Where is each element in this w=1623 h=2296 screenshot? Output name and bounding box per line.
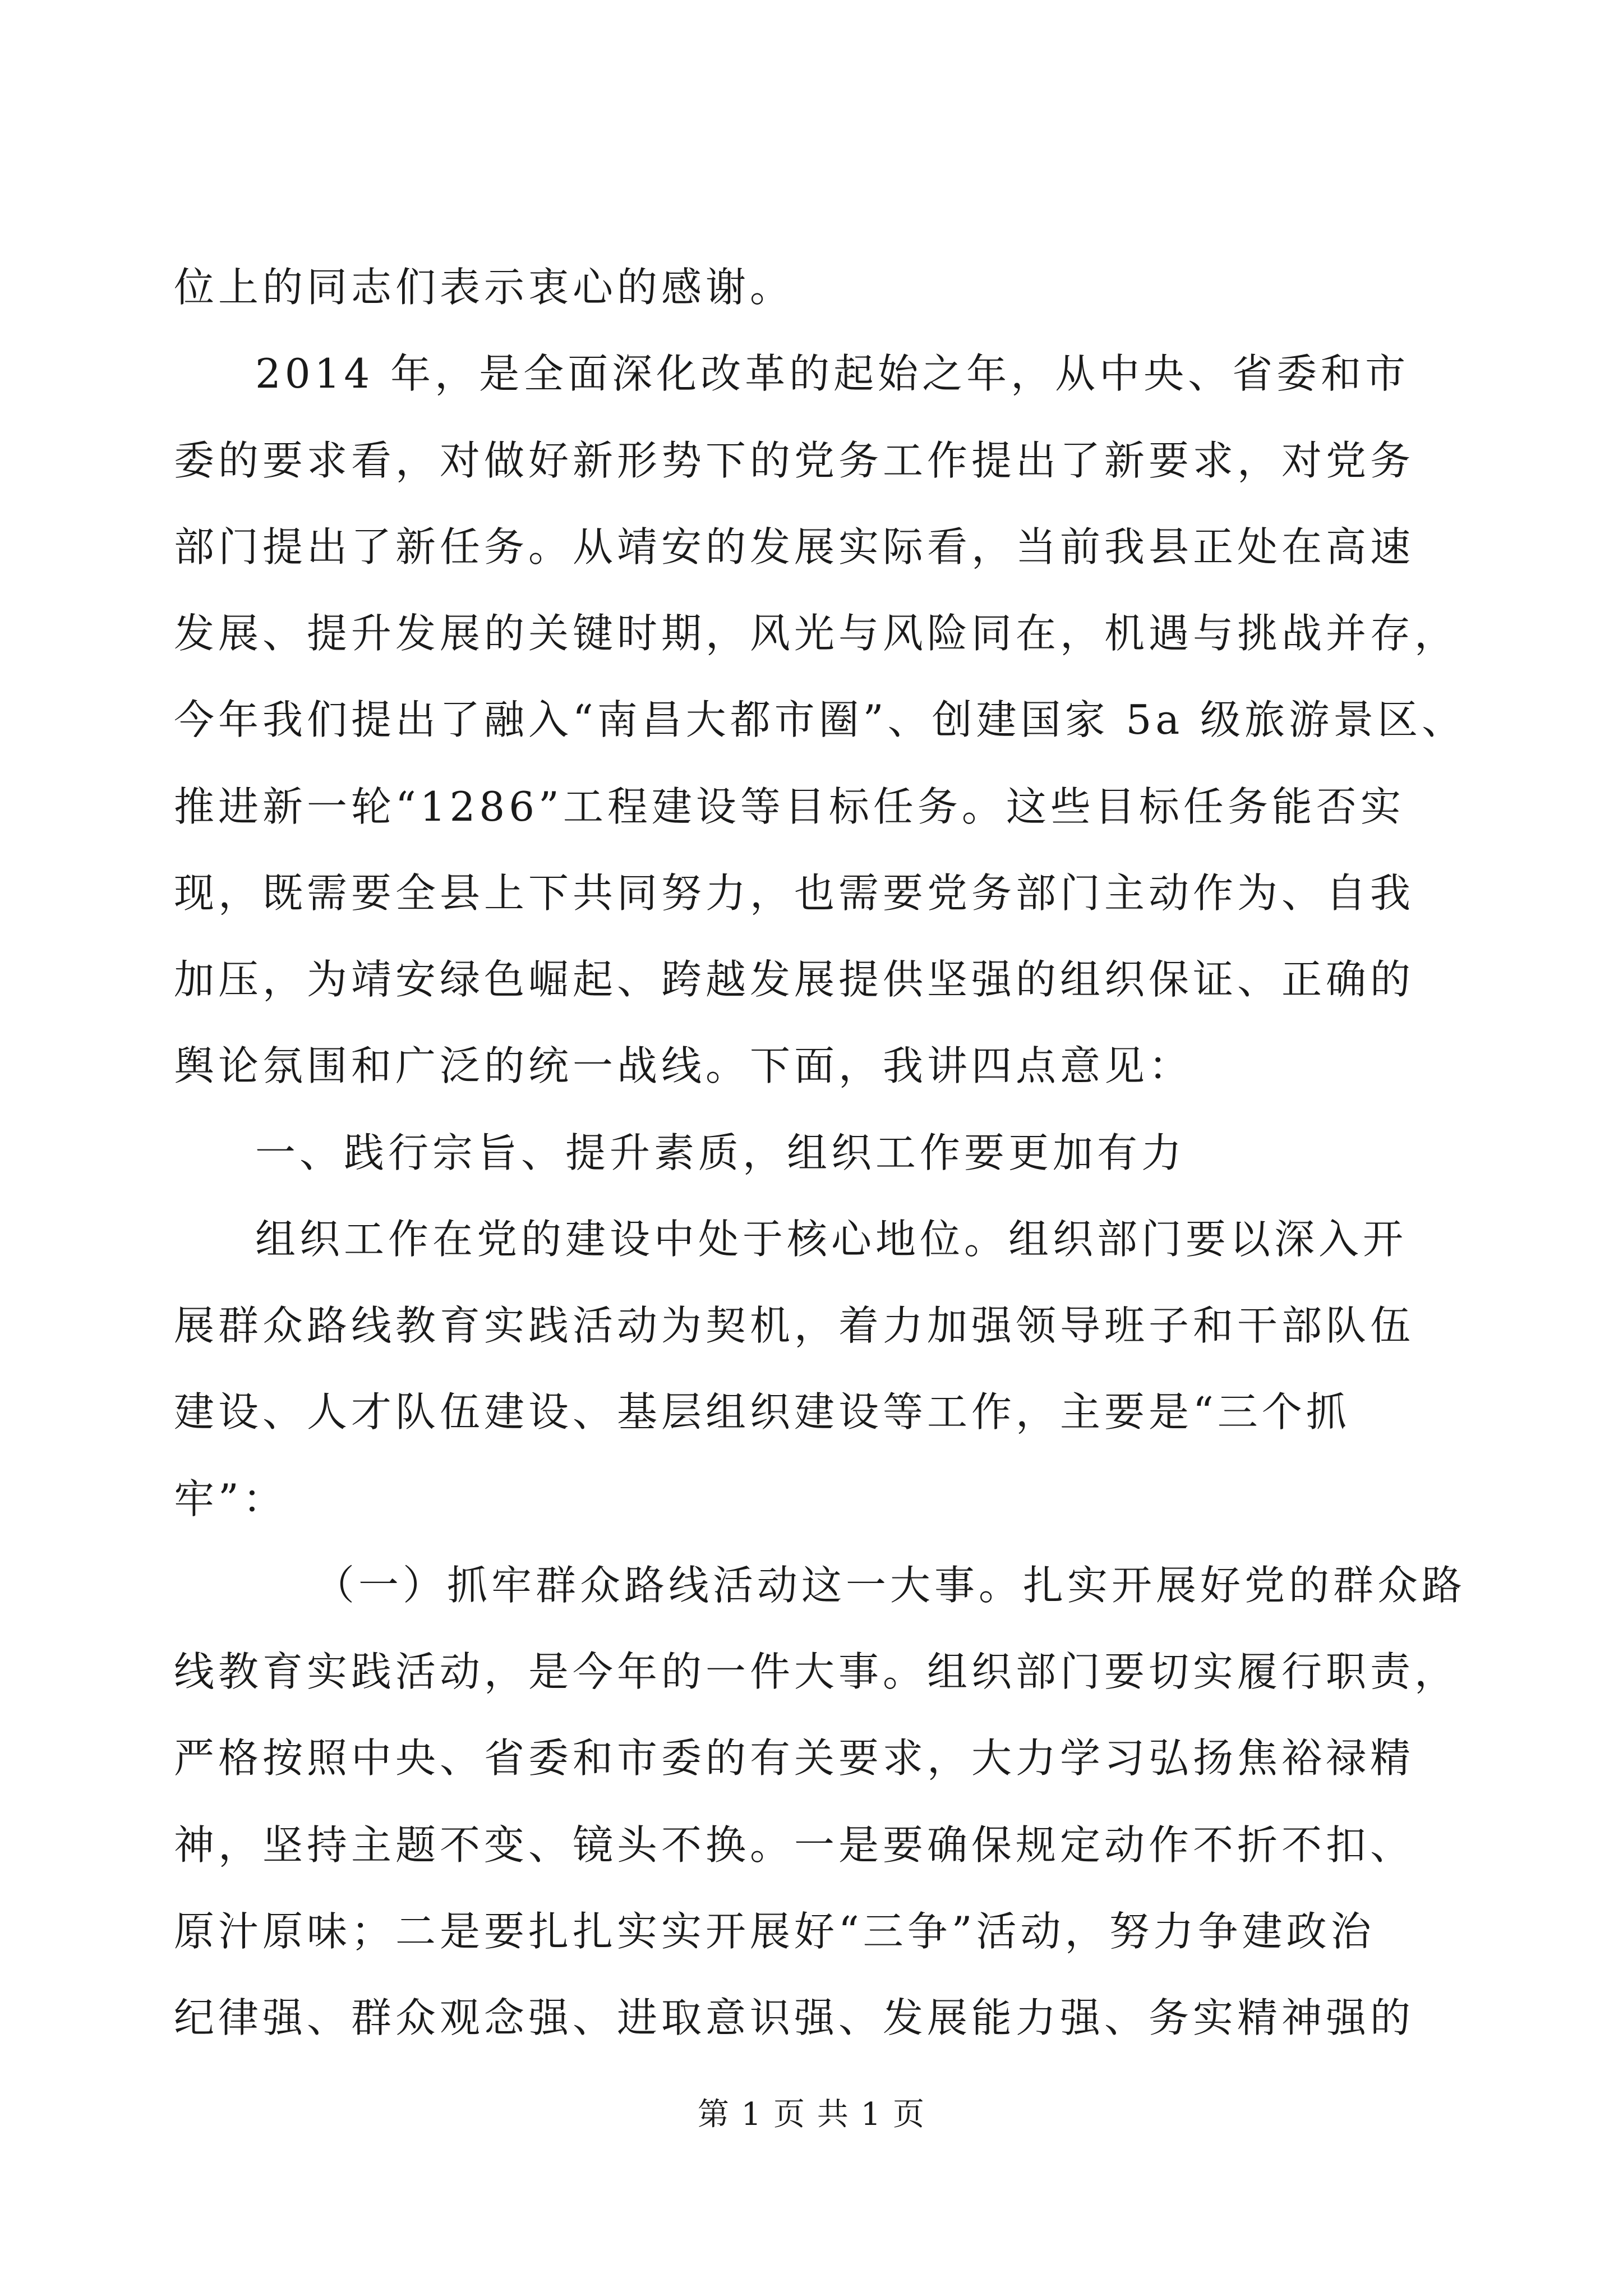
text-line: 位上的同志们表示衷心的感谢。	[174, 264, 795, 311]
text-line: 推进新一轮“1286”工程建设等目标任务。这些目标任务能否实	[174, 783, 1405, 830]
text-line: 线教育实践活动，是今年的一件大事。组织部门要切实履行职责，	[174, 1648, 1459, 1695]
subsection-heading: （一）抓牢群众路线活动这一大事。扎实开展好党的群众路	[314, 1562, 1467, 1609]
text-line: 舆论氛围和广泛的统一战线。下面，我讲四点意见：	[174, 1042, 1193, 1089]
section-heading: 一、践行宗旨、提升素质，组织工作要更加有力	[255, 1129, 1186, 1176]
text-line: 建设、人才队伍建设、基层组织建设等工作，主要是“三个抓	[174, 1388, 1350, 1435]
text-line: 2014 年，是全面深化改革的起始之年，从中央、省委和市	[255, 350, 1410, 397]
text-line: 纪律强、群众观念强、进取意识强、发展能力强、务实精神强的	[174, 1994, 1415, 2041]
text-line: 现，既需要全县上下共同努力，也需要党务部门主动作为、自我	[174, 869, 1415, 917]
text-line: 部门提出了新任务。从靖安的发展实际看，当前我县正处在高速	[174, 523, 1415, 570]
text-line: 展群众路线教育实践活动为契机，着力加强领导班子和干部队伍	[174, 1302, 1415, 1349]
page-number-footer: 第 1 页 共 1 页	[697, 2096, 926, 2133]
text-line: 神，坚持主题不变、镜头不换。一是要确保规定动作不折不扣、	[174, 1821, 1415, 1869]
text-line: 今年我们提出了融入“南昌大都市圈”、创建国家 5a 级旅游景区、	[174, 696, 1467, 743]
text-line: 原汁原味；二是要扎扎实实开展好“三争”活动，努力争建政治	[174, 1908, 1375, 1955]
text-line: 发展、提升发展的关键时期，风光与风险同在，机遇与挑战并存，	[174, 610, 1459, 657]
text-line: 牢”：	[174, 1475, 287, 1522]
text-line: 加压，为靖安绿色崛起、跨越发展提供坚强的组织保证、正确的	[174, 956, 1415, 1003]
text-line: 委的要求看，对做好新形势下的党务工作提出了新要求，对党务	[174, 437, 1415, 484]
text-line: 严格按照中央、省委和市委的有关要求，大力学习弘扬焦裕禄精	[174, 1734, 1415, 1782]
text-line: 组织工作在党的建设中处于核心地位。组织部门要以深入开	[255, 1216, 1408, 1263]
